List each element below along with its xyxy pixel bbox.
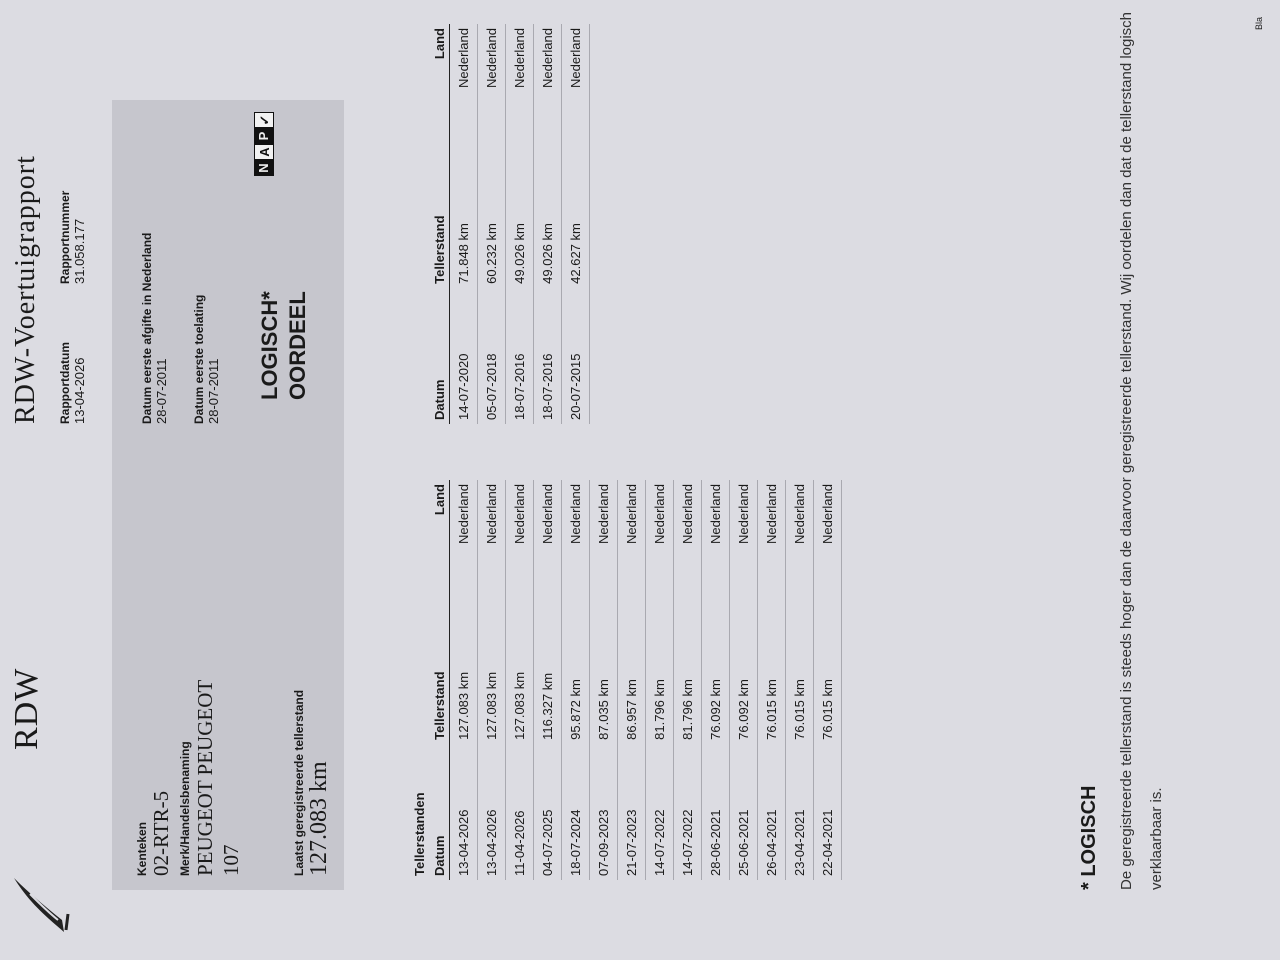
cell-country: Nederland [646,480,674,604]
table-header-row [430,24,450,424]
nap-badge [254,112,274,176]
cell-odometer: 127.083 km [478,604,506,744]
cell-date: 11-04-2026 [506,744,534,880]
odometer-block [292,690,333,876]
table-row [478,480,506,880]
report-date-block [58,342,87,424]
table-row [646,480,674,880]
cell-country: Nederland [590,480,618,604]
cell-date: 07-09-2023 [590,744,618,880]
nap-letter-a: A [254,144,274,160]
cell-odometer: 87.035 km [590,604,618,744]
first-admission-block [192,295,221,424]
plate-block [135,680,244,876]
table-row [562,480,590,880]
column-header-date: Datum [430,744,450,880]
cell-country: Nederland [702,480,730,604]
cell-odometer: 49.026 km [534,148,562,288]
column-header-odo: Tellerstand [430,148,450,288]
report-date-value: 13-04-2026 [72,357,87,424]
cell-odometer: 76.015 km [814,604,842,744]
nap-letter-p: P [254,128,274,144]
cell-country: Nederland [478,24,506,148]
first-admission-label: Datum eerste toelating [192,294,206,424]
cell-date: 25-06-2021 [730,744,758,880]
cell-date: 13-04-2026 [450,744,478,880]
readings-table-right [430,24,590,424]
plate-value: 02-RTR-5 [149,790,173,876]
report-date-label: Rapportdatum [58,342,72,424]
nap-check-icon: ✓ [254,112,274,128]
table-header-row [430,480,450,880]
cell-odometer: 86.957 km [618,604,646,744]
cell-country: Nederland [814,480,842,604]
cell-odometer: 116.327 km [534,604,562,744]
cell-country: Nederland [478,480,506,604]
column-header-odo: Tellerstand [430,604,450,744]
plate-label: Kenteken [135,821,149,876]
cell-odometer: 60.232 km [478,148,506,288]
odometer-value: 127.083 km [306,761,332,876]
brand-label: Merk/Handelsbenaming [178,741,192,876]
report-number-label: Rapportnummer [58,190,72,284]
table-row [506,24,534,424]
column-header-country: Land [430,480,450,604]
table-row [618,480,646,880]
cell-odometer: 81.796 km [674,604,702,744]
verdict-block [256,291,312,400]
cell-country: Nederland [758,480,786,604]
verdict-line-1: LOGISCH* [257,291,282,400]
cell-country: Nederland [506,480,534,604]
table-row [786,480,814,880]
cell-odometer: 95.872 km [562,604,590,744]
brand-line-2: 107 [219,844,243,876]
report-title: RDW-Voertuigrapport [10,155,41,424]
cell-date: 26-04-2021 [758,744,786,880]
table-row [562,24,590,424]
cell-date: 18-07-2024 [562,744,590,880]
cell-date: 05-07-2018 [478,288,506,424]
table-row [450,480,478,880]
cell-odometer: 76.015 km [786,604,814,744]
cell-odometer: 127.083 km [506,604,534,744]
cell-country: Nederland [562,480,590,604]
verdict-line-2: OORDEEL [285,291,310,400]
table-row [506,480,534,880]
rdw-logo-icon [8,872,72,938]
first-issue-block [140,233,169,424]
readings-table-left [430,480,842,880]
cell-country: Nederland [506,24,534,148]
report-number-block [58,191,87,284]
cell-date: 18-07-2016 [534,288,562,424]
table-row [702,480,730,880]
readings-title: Tellerstanden [412,792,427,876]
table-row [590,480,618,880]
first-admission-value: 28-07-2011 [206,358,221,424]
cell-country: Nederland [534,480,562,604]
cell-odometer: 127.083 km [450,604,478,744]
column-header-country: Land [430,24,450,148]
cell-date: 14-07-2022 [674,744,702,880]
brand-line-1: PEUGEOT PEUGEOT [193,679,217,876]
column-header-date: Datum [430,288,450,424]
table-row [730,480,758,880]
cell-country: Nederland [730,480,758,604]
cell-odometer: 81.796 km [646,604,674,744]
table-row [478,24,506,424]
cell-date: 23-04-2021 [786,744,814,880]
cell-date: 14-07-2020 [450,288,478,424]
cell-date: 20-07-2015 [562,288,590,424]
first-issue-label: Datum eerste afgifte in Nederland [140,232,154,424]
footnote-heading: * LOGISCH [1078,785,1100,890]
cell-date: 04-07-2025 [534,744,562,880]
nap-letter-n: N [254,160,274,176]
cell-country: Nederland [618,480,646,604]
cell-country: Nederland [534,24,562,148]
footnote-text: De geregistreerde tellerstand is steeds hoger dan de daarvoor geregistreerde tellerstand. Wij oordelen dan dat de tellerstand logisch verklaarbaar is. [1118,11,1165,890]
cell-date: 22-04-2021 [814,744,842,880]
table-row [758,480,786,880]
table-row [814,480,842,880]
table-row [674,480,702,880]
cell-date: 28-06-2021 [702,744,730,880]
cell-country: Nederland [562,24,590,148]
cell-odometer: 76.015 km [758,604,786,744]
cell-odometer: 42.627 km [562,148,590,288]
report-number-value: 31.058.177 [72,218,87,284]
cell-date: 21-07-2023 [618,744,646,880]
cell-odometer: 71.848 km [450,148,478,288]
cell-date: 18-07-2016 [506,288,534,424]
rdw-logo-text: RDW [8,667,45,750]
cell-odometer: 76.092 km [730,604,758,744]
table-row [450,24,478,424]
corner-text: Bla [1254,16,1264,30]
cell-country: Nederland [450,24,478,148]
first-issue-value: 28-07-2011 [154,358,169,424]
cell-date: 13-04-2026 [478,744,506,880]
cell-country: Nederland [674,480,702,604]
table-row [534,24,562,424]
cell-country: Nederland [450,480,478,604]
cell-odometer: 49.026 km [506,148,534,288]
cell-odometer: 76.092 km [702,604,730,744]
table-row [534,480,562,880]
cell-date: 14-07-2022 [646,744,674,880]
cell-country: Nederland [786,480,814,604]
odometer-label: Laatst geregistreerde tellerstand [292,689,306,876]
